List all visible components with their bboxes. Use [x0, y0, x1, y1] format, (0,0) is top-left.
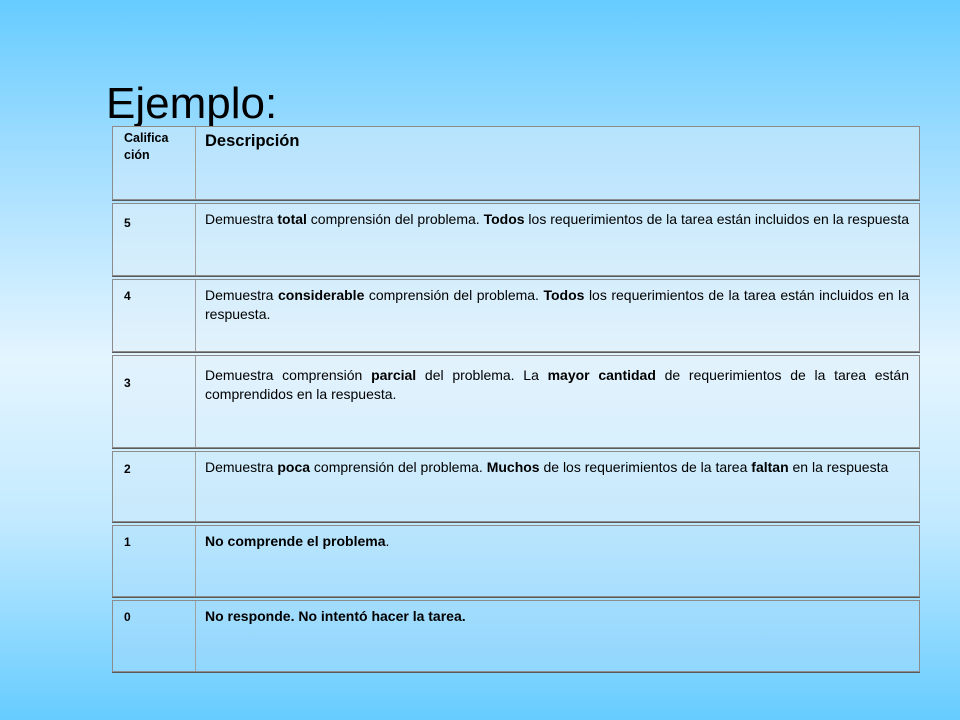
emphasized-text: faltan	[751, 459, 789, 475]
grade-cell: 5	[113, 204, 196, 275]
grade-header-line1: Califica	[124, 131, 169, 145]
emphasized-text: poca	[277, 459, 311, 475]
description-text: Demuestra	[205, 211, 278, 227]
emphasized-text: parcial	[371, 367, 417, 383]
grade-cell: 2	[113, 452, 196, 521]
description-text: comprensión del problema.	[364, 287, 544, 303]
table-row	[112, 279, 920, 352]
description-text: del problema. La	[416, 367, 548, 383]
grade-cell: 1	[113, 526, 196, 596]
description-text: Demuestra	[205, 459, 278, 475]
table-row	[112, 355, 920, 448]
grade-cell: 0	[113, 601, 196, 671]
description-text: Demuestra comprensión	[205, 367, 372, 383]
emphasized-text: No responde. No intentó hacer la tarea.	[205, 608, 466, 624]
grade-header-line2: ción	[124, 148, 150, 162]
emphasized-text: Todos	[483, 211, 525, 227]
description-text: los requerimientos de la tarea están incluidos en la respuesta	[524, 211, 909, 227]
table-row	[112, 451, 920, 522]
description-cell	[196, 601, 919, 671]
description-cell	[196, 526, 919, 596]
description-text: comprensión del problema.	[310, 459, 487, 475]
grade-cell: 4	[113, 280, 196, 351]
emphasized-text: Todos	[543, 287, 585, 303]
emphasized-text: mayor cantidad	[547, 367, 656, 383]
description-text: Demuestra	[205, 287, 278, 303]
description-cell	[196, 452, 919, 521]
description-text: de requerimientos de la tarea están comprendidos en la respuesta.	[205, 367, 910, 402]
description-text: comprensión del problema.	[306, 211, 484, 227]
rubric-table	[112, 126, 920, 672]
grade-column-header	[113, 127, 196, 199]
table-header-row	[112, 126, 920, 200]
description-text: de los requerimientos de la tarea	[539, 459, 752, 475]
slide-title: Ejemplo:	[106, 79, 278, 128]
description-cell	[196, 280, 919, 351]
grade-cell: 3	[113, 356, 196, 447]
table-row	[112, 203, 920, 276]
table-row	[112, 600, 920, 672]
emphasized-text: considerable	[277, 287, 365, 303]
description-text: los requerimientos de la tarea están incluidos en la respuesta.	[205, 287, 910, 322]
description-column-header: Descripción	[205, 132, 300, 150]
description-cell	[196, 204, 919, 275]
description-text: en la respuesta	[788, 459, 889, 475]
emphasized-text: No comprende el problema	[205, 533, 386, 549]
description-text: .	[385, 533, 390, 549]
emphasized-text: Muchos	[486, 459, 540, 475]
table-row	[112, 525, 920, 597]
emphasized-text: total	[277, 211, 307, 227]
description-cell	[196, 356, 919, 447]
